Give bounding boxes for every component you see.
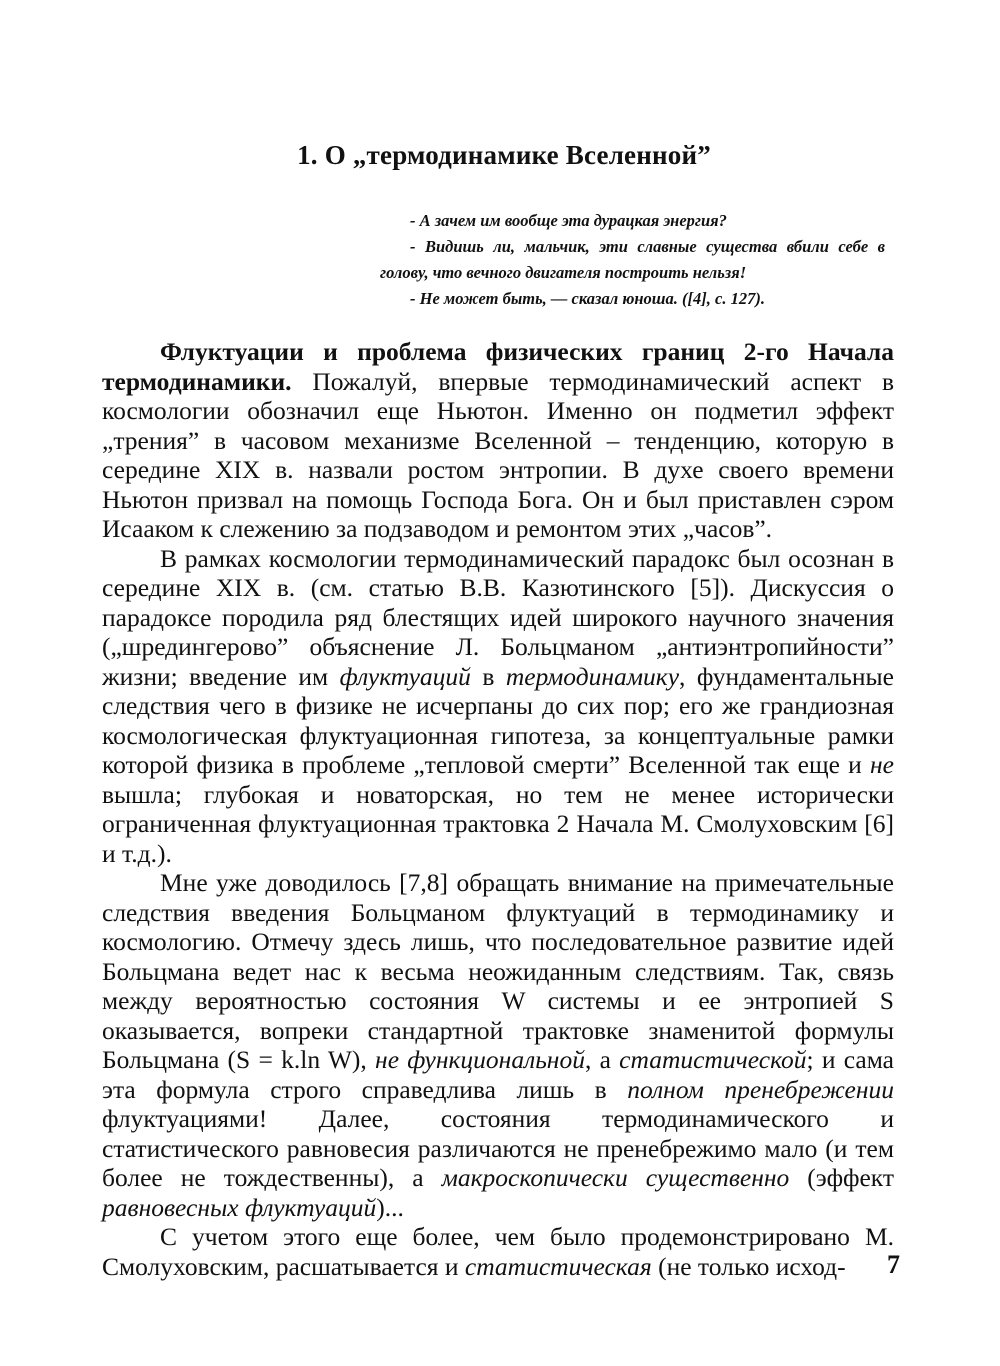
- epigraph-line-2: - Видишь ли, мальчик, эти славные существа вбили себе в голову, что вечного двигателя построить нельзя!: [380, 237, 885, 282]
- emphasis-thermodynamics: термодинамику: [505, 661, 680, 691]
- paragraph-1: [102, 337, 894, 544]
- paragraph-3-text: , а: [584, 1045, 620, 1074]
- paragraph-3-text: )...: [376, 1192, 404, 1222]
- epigraph-line-3: - Не может быть, — сказал юноша. ([4], с. 127).: [410, 289, 765, 308]
- body-text: [102, 337, 894, 1281]
- emphasis-fluctuations: флуктуаций: [339, 661, 471, 691]
- emphasis-full-neglect: полном пренебрежении: [627, 1074, 894, 1104]
- paragraph-3-text: флуктуациями! Далее, состояния термодинамического и статистического равновесия различаются не пренебрежимо мало (и тем более не тождественны), а: [102, 1104, 894, 1192]
- paragraph-1-text: Пожалуй, впервые термодинамический аспект в космологии обозначил еще Ньютон. Именно он подметил эффект „трения” в часовом механизме Вселенной – тенденцию, которую в середине XIX в. назвали ростом энтропии. В духе своего времени Ньютон призвал на помощь Господа Бога. Он и был приставлен сэром Исааком к слежению за подзаводом и ремонтом этих „часов”.: [102, 366, 894, 543]
- paragraph-4: [102, 1222, 894, 1281]
- paragraph-3-text: (эффект: [789, 1163, 894, 1192]
- emphasis-statistical: статистическая: [464, 1251, 652, 1281]
- epigraph: [380, 208, 885, 312]
- paragraph-4-text: (не только исход-: [651, 1251, 846, 1281]
- paragraph-3: [102, 868, 894, 1222]
- paragraph-2: [102, 544, 894, 869]
- paragraph-4-text: С учетом этого еще более, чем было продемонстрировано М. Смолуховским, расшатывается и: [102, 1222, 894, 1281]
- emphasis-non-functional: не функциональной: [375, 1045, 585, 1074]
- paragraph-3-text: Мне уже доводилось [7,8] обращать внимание на примечательные следствия введения Больцманом флуктуаций в термодинамику и космологию. Отмечу здесь лишь, что последовательное развитие идей Больцмана ведет нас к весьма неожиданным следствиям. Так, связь между вероятностью состояния W системы и ее энтропией S оказывается, вопреки стандартной трактовке знаменитой формулы Больцмана (S = k.ln W),: [102, 868, 894, 1074]
- emphasis-statistical: статистической: [619, 1045, 807, 1074]
- chapter-title: 1. О „термодинамике Вселенной”: [297, 140, 711, 170]
- emphasis-not: не: [870, 750, 894, 779]
- emphasis-macroscopically-significant: макроскопически существенно: [441, 1163, 790, 1192]
- epigraph-line-1: - А зачем им вообще эта дурацкая энергия?: [410, 211, 727, 230]
- paragraph-3-text: ; и сама эта формула строго справедлива лишь в: [102, 1045, 894, 1104]
- emphasis-equilibrium-fluctuations: равновесных флуктуаций: [102, 1192, 377, 1222]
- paragraph-1-lead-in: Флуктуации и проблема физических границ 2-го Начала термодинамики.: [102, 337, 894, 396]
- paragraph-2-text: , фундаментальные следствия чего в физике не исчерпаны до сих пор; его же грандиозная космологическая флуктуационная гипотеза, за концептуальные рамки которой физика в проблеме „тепловой смерти” Вселенной так еще и: [102, 661, 894, 779]
- paragraph-2-text: в: [470, 661, 506, 691]
- page-number: 7: [887, 1250, 900, 1279]
- paragraph-2-text: В рамках космологии термодинамический парадокс был осознан в середине XIX в. (см. статью В.В. Казютинского [5]). Дискуссия о парадоксе породила ряд блестящих идей широкого научного значения („шредингерово” объяснение Л. Больцманом „антиэнтропийности” жизни; введение им: [102, 543, 894, 691]
- paragraph-2-text: вышла; глубокая и новаторская, но тем не менее исторически ограниченная флуктуационная трактовка 2 Начала М. Смолуховским [6] и т.д.).: [102, 779, 894, 868]
